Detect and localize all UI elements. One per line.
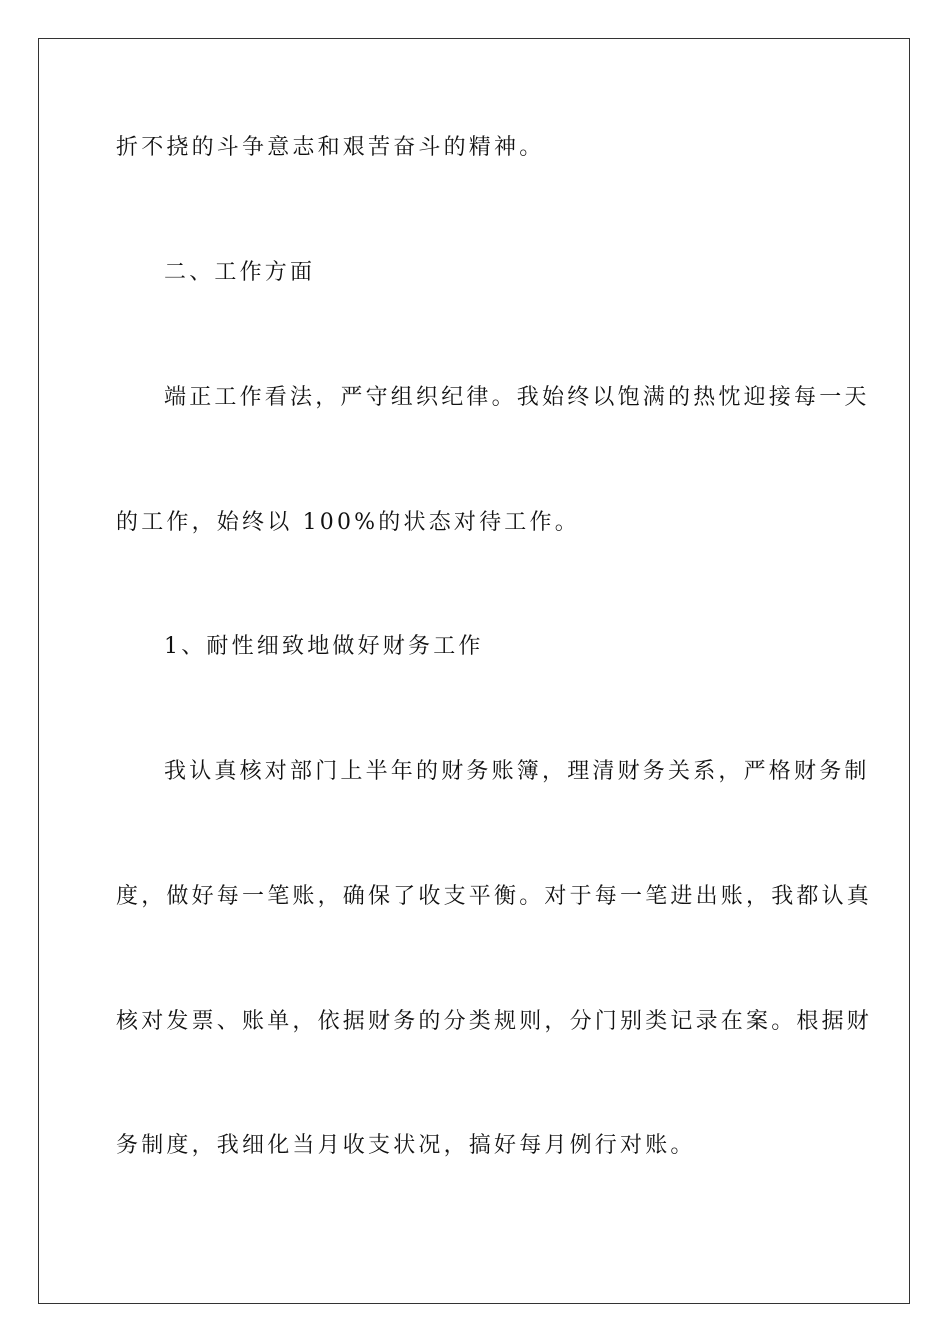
- paragraph-work-attitude-line-1: 端正工作看法，严守组织纪律。我始终以饱满的热忱迎接每一天: [164, 385, 870, 410]
- paragraph-finance-line-4: 务制度，我细化当月收支状况，搞好每月例行对账。: [116, 1133, 696, 1158]
- paragraph-finance-line-1: 我认真核对部门上半年的财务账簿，理清财务关系，严格财务制: [164, 759, 870, 784]
- subheading-finance-work: 1、耐性细致地做好财务工作: [164, 634, 484, 659]
- paragraph-work-attitude-line-2: 的工作，始终以 100%的状态对待工作。: [116, 510, 580, 535]
- paragraph-continuation-line: 折不挠的斗争意志和艰苦奋斗的精神。: [116, 135, 545, 160]
- page-border: [38, 38, 910, 1304]
- section-heading-work: 二、工作方面: [164, 260, 316, 285]
- paragraph-finance-line-3: 核对发票、账单，依据财务的分类规则，分门别类记录在案。根据财: [116, 1009, 873, 1034]
- paragraph-finance-line-2: 度，做好每一笔账，确保了收支平衡。对于每一笔进出账，我都认真: [116, 884, 873, 909]
